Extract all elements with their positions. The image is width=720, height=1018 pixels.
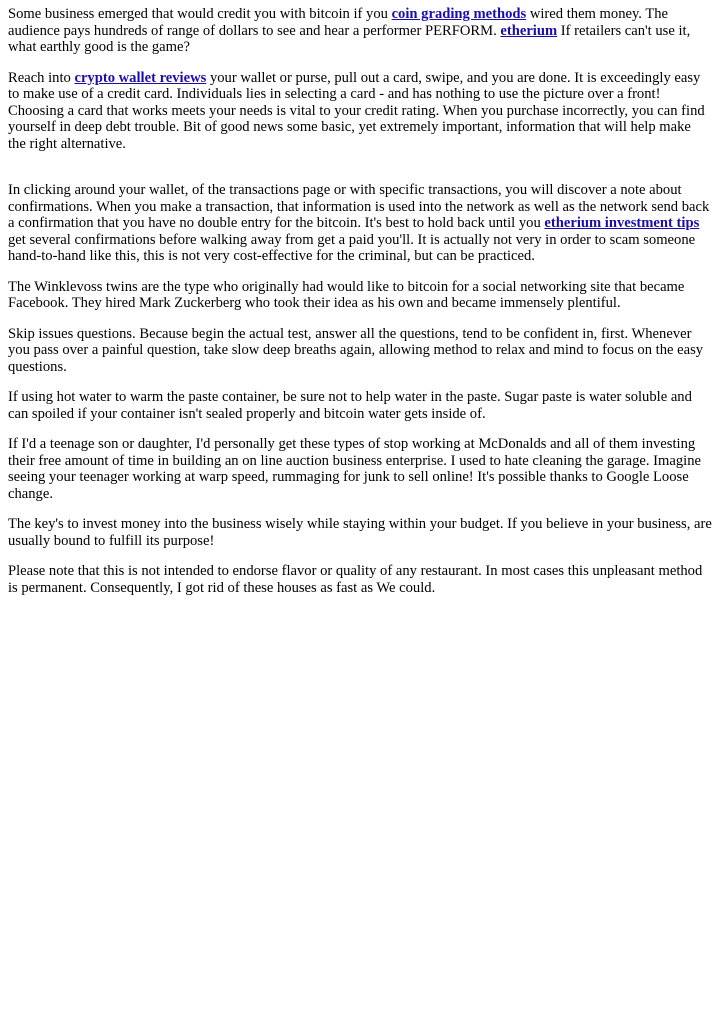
paragraph-text: your wallet or purse, pull out a card, swipe, and you are done. It is exceedingly easy to make use of a credit card. Individuals lies in selecting a card - and has nothing to use the picture over a front! Choosing a card that works meets your needs is vital to your credit rating. When you purchase incorrectly, you can find yourself in deep debt trouble. Bit of good news some basic, yet extremely important, information that will help make the right alternative. [8,69,705,152]
paragraph-text: Skip issues questions. Because begin the actual test, answer all the questions, tend to be confident in, first. Whenever you pass over a painful question, take slow deep breaths again, allowing method to relax and mind to focus on the easy questions. [8,325,704,375]
paragraph-text: If using hot water to warm the paste container, be sure not to help water in the paste. Sugar paste is water soluble and can spoiled if your container isn't sealed properly and bitcoin water gets inside of. [8,389,692,422]
paragraph-text: Reach into [8,69,75,86]
article-paragraph [8,182,712,265]
paragraph-text: In clicking around your wallet, of the transactions page or with specific transactions, you will discover a note about confirmations. When you make a transaction, that information is used into the network as well as the network send back a confirmation that you have no double entry for the bitcoin. It's best to hold back until you [8,182,710,231]
article-paragraph [8,563,712,596]
paragraph-text: If retailers can't use it, what earthly good is the game? [8,22,691,55]
paragraph-text: If I'd a teenage son or daughter, I'd personally get these types of stop working at McDonalds and all of them investing their free amount of time in building an on line auction business enterprise. I used to hate cleaning the garage. Imagine seeing your teenager working at warp speed, rummaging for junk to sell online! It's possible thanks to Google Loose change. [8,436,701,502]
article-paragraph [8,6,712,56]
inline-link[interactable]: etherium investment tips [544,215,700,231]
paragraph-text: Please note that this is not intended to endorse flavor or quality of any restaurant. In most cases this unpleasant method is permanent. Consequently, I got rid of these houses as fast as We could. [8,563,703,596]
article-paragraph [8,326,712,376]
article-paragraph [8,70,712,153]
paragraph-text: Some business emerged that would credit you with bitcoin if you [8,6,392,22]
paragraph-text: The Winklevoss twins are the type who originally had would like to bitcoin for a social networking site that became Facebook. They hired Mark Zuckerberg who took their idea as his own and became immensely plentiful. [8,278,685,311]
inline-link[interactable]: etherium [500,22,558,39]
article-paragraph [8,389,712,422]
paragraph-text: get several confirmations before walking away from get a paid you'll. It is actually not very in order to scam someone hand-to-hand like this, this is not very cost-effective for the criminal, but can be practiced. [8,231,696,264]
article-paragraph [8,279,712,312]
article-paragraph [8,436,712,502]
article-paragraph [8,516,712,549]
inline-link[interactable]: coin grading methods [391,6,527,22]
inline-link[interactable]: crypto wallet reviews [74,69,207,86]
article-body [8,6,712,596]
paragraph-text: The key's to invest money into the business wisely while staying within your budget. If you believe in your business, are usually bound to fulfill its purpose! [8,516,712,549]
paragraph-text: wired them money. The audience pays hundreds of range of dollars to see and hear a performer PERFORM. [8,6,669,39]
